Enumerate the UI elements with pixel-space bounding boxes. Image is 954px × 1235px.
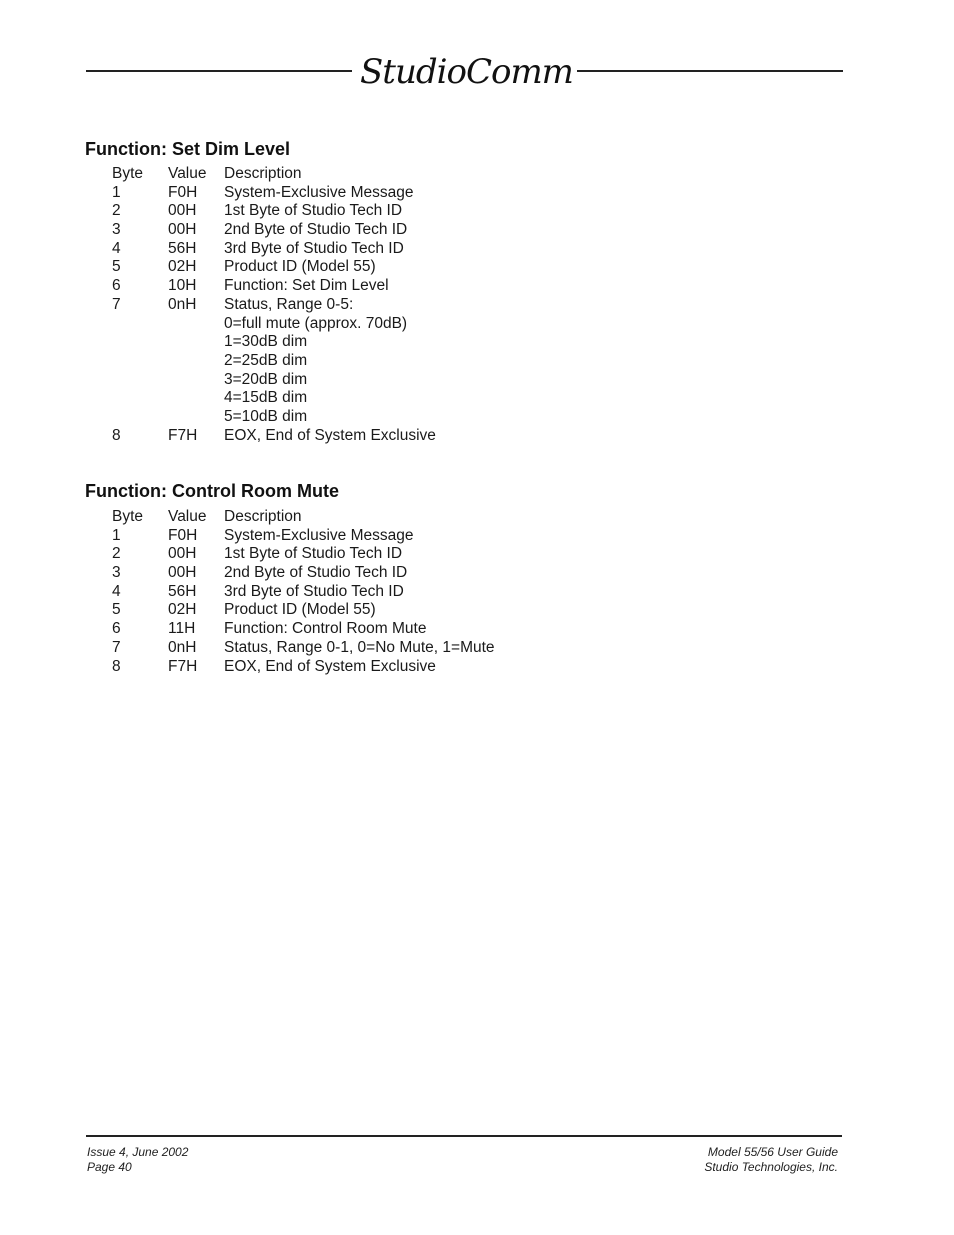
byte-cell: 7: [112, 638, 121, 656]
value-cell: 02H: [168, 258, 197, 276]
description-cell: 1=30dB dim: [224, 333, 308, 351]
description-cell: 3rd Byte of Studio Tech ID: [224, 582, 404, 600]
byte-cell: Byte: [112, 508, 144, 525]
value-cell: Value: [168, 508, 207, 525]
footer-right: [704, 1145, 838, 1175]
byte-cell: Byte: [112, 165, 144, 182]
value-cell: 00H: [168, 202, 197, 220]
footer-issue: Issue 4, June 2002: [87, 1145, 189, 1159]
header-rule-right: [577, 70, 843, 72]
byte-cell: 1: [112, 526, 121, 544]
description-cell: System-Exclusive Message: [224, 526, 414, 544]
description-cell: Description: [224, 165, 302, 182]
footer-left: [87, 1145, 188, 1175]
studiocomm-logo: StudioComm: [360, 52, 573, 92]
description-cell: 5=10dB dim: [224, 407, 308, 425]
footer-rule: [86, 1135, 842, 1137]
value-cell: 00H: [168, 221, 197, 239]
byte-cell: 3: [112, 221, 121, 239]
value-cell: 02H: [168, 601, 197, 619]
description-cell: Product ID (Model 55): [224, 601, 376, 619]
byte-cell: 6: [112, 620, 121, 638]
value-cell: F7H: [168, 426, 198, 444]
value-cell: 0nH: [168, 638, 197, 656]
footer-page-number: Page 40: [87, 1160, 132, 1174]
description-cell: 1st Byte of Studio Tech ID: [224, 545, 403, 563]
value-cell: F7H: [168, 657, 198, 675]
footer-company: Studio Technologies, Inc.: [704, 1160, 838, 1174]
description-cell: Status, Range 0-1, 0=No Mute, 1=Mute: [224, 638, 495, 656]
byte-cell: 1: [112, 183, 121, 201]
description-cell: 3rd Byte of Studio Tech ID: [224, 239, 404, 257]
byte-cell: 6: [112, 277, 121, 295]
byte-cell: 4: [112, 582, 121, 600]
description-cell: Product ID (Model 55): [224, 258, 376, 276]
description-cell: 4=15dB dim: [224, 389, 308, 407]
value-cell: F0H: [168, 526, 198, 544]
byte-cell: 5: [112, 601, 121, 619]
header-rule-left: [86, 70, 352, 72]
description-cell: EOX, End of System Exclusive: [224, 426, 436, 444]
description-cell: EOX, End of System Exclusive: [224, 657, 436, 675]
byte-cell: 4: [112, 239, 121, 257]
description-cell: 2nd Byte of Studio Tech ID: [224, 221, 408, 239]
byte-cell: 7: [112, 295, 121, 313]
value-cell: Value: [168, 165, 207, 182]
byte-cell: 8: [112, 426, 121, 444]
section-title-set-dim-level: Function: Set Dim Level: [85, 139, 291, 159]
description-cell: Status, Range 0-5:: [224, 295, 354, 313]
value-cell: F0H: [168, 183, 198, 201]
byte-cell: 2: [112, 545, 121, 563]
value-cell: 00H: [168, 564, 197, 582]
description-cell: System-Exclusive Message: [224, 183, 414, 201]
section-title-control-room-mute: Function: Control Room Mute: [85, 481, 339, 501]
byte-cell: 2: [112, 202, 121, 220]
description-cell: 0=full mute (approx. 70dB): [224, 314, 408, 332]
byte-cell: 3: [112, 564, 121, 582]
byte-cell: 8: [112, 657, 121, 675]
value-cell: 10H: [168, 277, 197, 295]
description-cell: Description: [224, 508, 302, 525]
value-cell: 56H: [168, 582, 197, 600]
value-cell: 0nH: [168, 295, 197, 313]
description-cell: 3=20dB dim: [224, 370, 308, 388]
value-cell: 11H: [168, 620, 196, 638]
description-cell: 1st Byte of Studio Tech ID: [224, 202, 403, 220]
description-cell: Function: Control Room Mute: [224, 620, 427, 638]
description-cell: 2=25dB dim: [224, 351, 308, 369]
description-cell: 2nd Byte of Studio Tech ID: [224, 564, 408, 582]
value-cell: 56H: [168, 239, 197, 257]
description-cell: Function: Set Dim Level: [224, 277, 389, 295]
value-cell: 00H: [168, 545, 197, 563]
byte-cell: 5: [112, 258, 121, 276]
footer-guide-title: Model 55/56 User Guide: [707, 1145, 838, 1159]
